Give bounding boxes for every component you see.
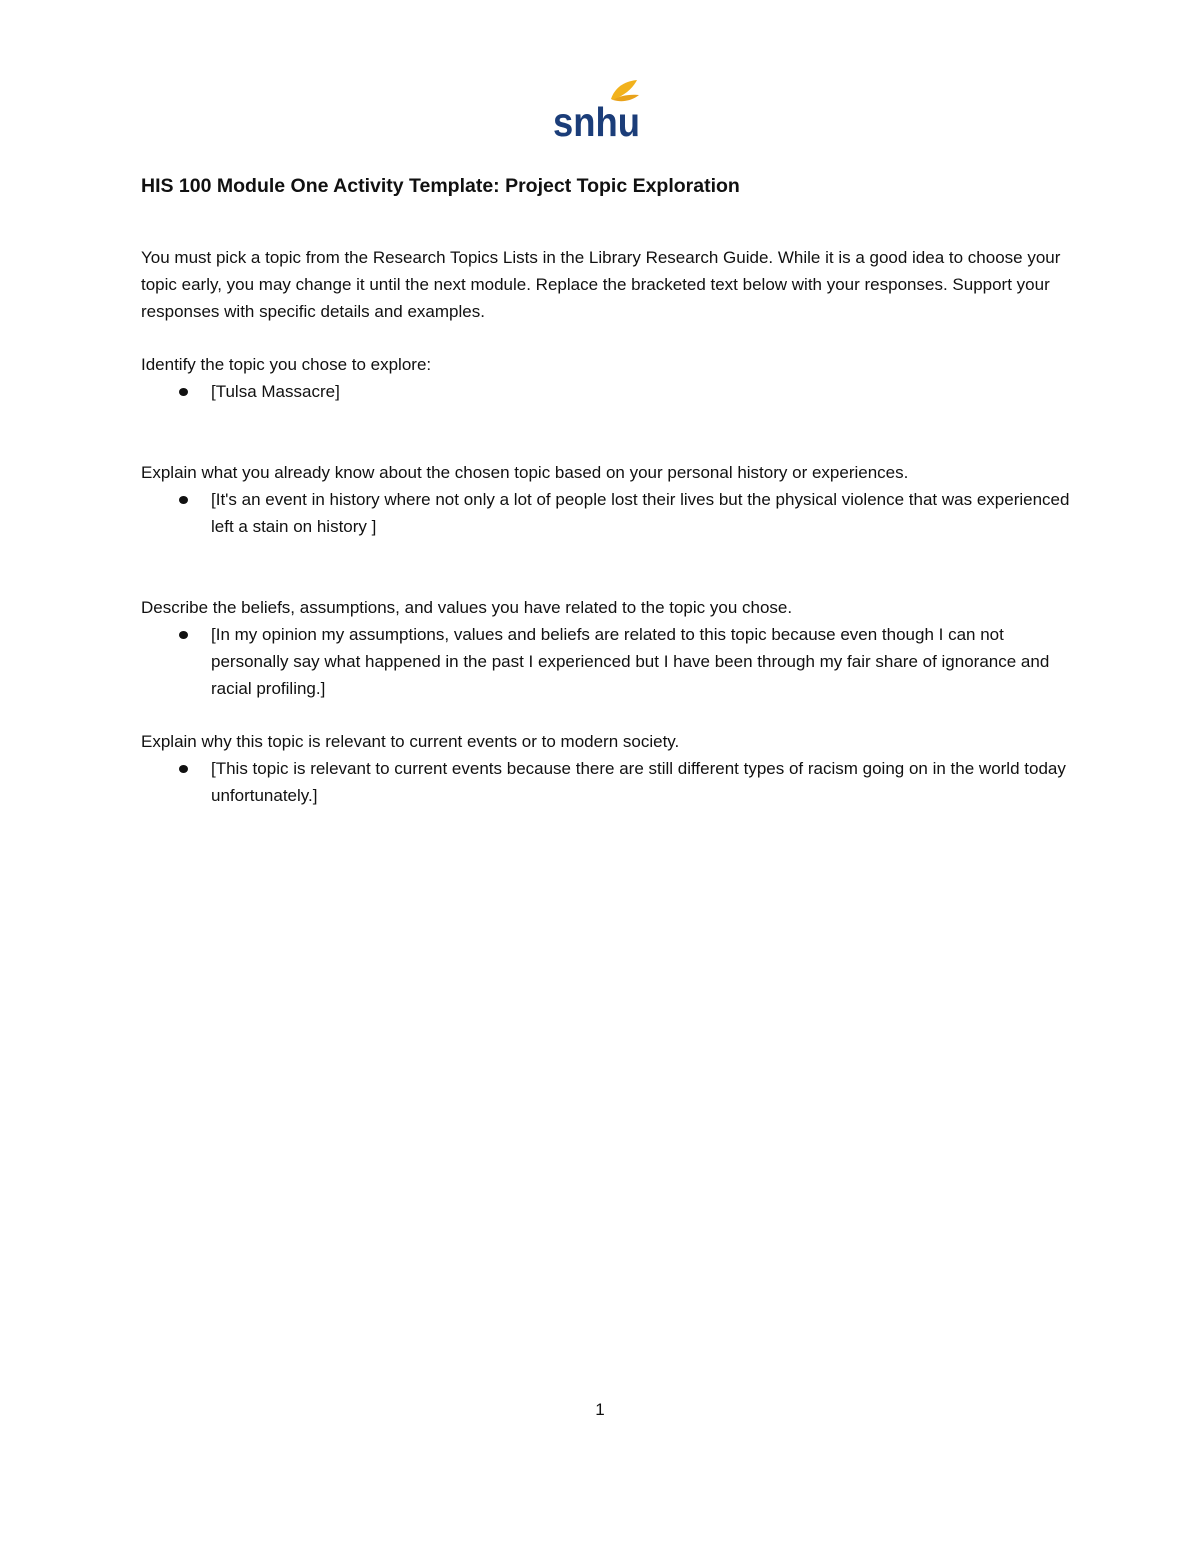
answer-list <box>141 621 1071 702</box>
document-body <box>141 172 1071 809</box>
section-topic <box>141 351 1071 405</box>
section-relevance <box>141 728 1071 809</box>
bullet-icon <box>179 388 188 396</box>
answer-text: [It's an event in history where not only a lot of people lost their lives but the physical violence that was experienced left a stain on history ] <box>211 490 1070 536</box>
snhu-leaf-icon <box>553 78 643 142</box>
page-title: HIS 100 Module One Activity Template: Project Topic Exploration <box>141 175 740 197</box>
bullet-icon <box>179 496 188 504</box>
answer-item <box>211 486 1071 540</box>
answer-text: [Tulsa Massacre] <box>211 382 340 401</box>
bullet-icon <box>179 765 188 773</box>
answer-list <box>141 755 1071 809</box>
intro-paragraph: You must pick a topic from the Research Topics Lists in the Library Research Guide. While it is a good idea to choose your topic early, you may change it until the next module. Replace the bracketed text below with your responses. Support your responses with specific details and examples. <box>141 248 1061 321</box>
answer-list <box>141 378 1071 405</box>
page-number: 1 <box>595 1400 605 1419</box>
answer-text: [In my opinion my assumptions, values and beliefs are related to this topic because even though I can not personally say what happened in the past I experienced but I have been through my fair share of ignorance and racial profiling.] <box>211 625 1050 698</box>
logo-wordmark: snhu <box>553 99 640 142</box>
answer-item <box>211 755 1071 809</box>
question-text: Explain why this topic is relevant to current events or to modern society. <box>141 732 680 751</box>
answer-item <box>211 621 1071 702</box>
bullet-icon <box>179 631 188 639</box>
section-prior-knowledge <box>141 459 1071 540</box>
question-text: Explain what you already know about the chosen topic based on your personal history or experiences. <box>141 463 909 482</box>
answer-text: [This topic is relevant to current events because there are still different types of racism going on in the world today unfortunately.] <box>211 759 1066 805</box>
answer-list <box>141 486 1071 540</box>
answer-item <box>211 378 1071 405</box>
question-text: Identify the topic you chose to explore: <box>141 355 432 374</box>
snhu-logo <box>553 78 643 142</box>
section-beliefs <box>141 594 1071 702</box>
question-text: Describe the beliefs, assumptions, and values you have related to the topic you chose. <box>141 598 793 617</box>
